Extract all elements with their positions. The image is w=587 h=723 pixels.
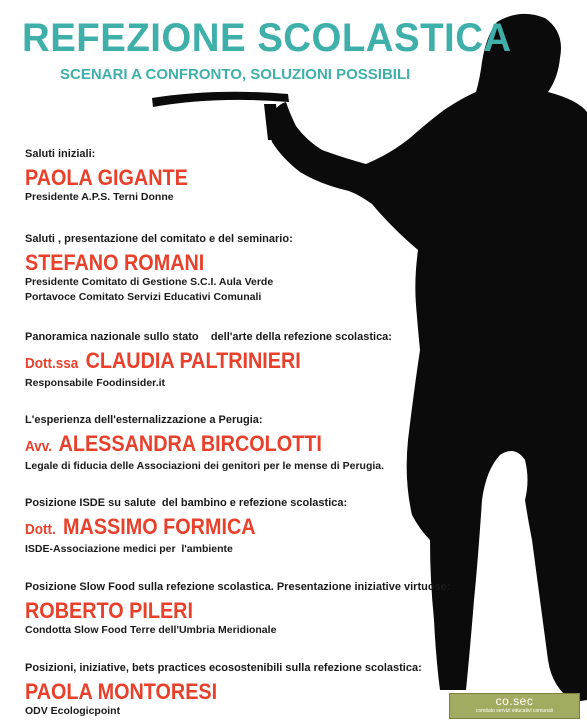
speaker-block <box>25 581 450 638</box>
speaker-block <box>25 331 392 391</box>
speaker-intro: Posizione ISDE su salute del bambino e refezione scolastica: <box>25 497 348 509</box>
speaker-name-text: PAOLA MONTORESI <box>25 679 218 704</box>
speaker-name <box>25 515 315 542</box>
speaker-name <box>25 166 188 190</box>
speaker-name <box>25 599 408 623</box>
page-title: REFEZIONE SCOLASTICA <box>22 16 512 60</box>
page-subtitle: SCENARI A CONFRONTO, SOLUZIONI POSSIBILI <box>60 66 411 83</box>
speaker-prefix: Dott.ssa <box>25 355 79 372</box>
logo-tagline: comitato servizi educativi comunali <box>476 708 553 714</box>
speaker-role: ODV Ecologicpoint <box>25 705 121 717</box>
speaker-role: Presidente A.P.S. Terni Donne <box>25 191 174 203</box>
speaker-intro: Panoramica nazionale sullo stato dell'arte della refezione scolastica: <box>25 331 392 343</box>
speaker-name-text: STEFANO ROMANI <box>25 250 205 275</box>
speaker-role: Presidente Comitato di Gestione S.C.I. Aula Verde <box>25 276 274 288</box>
speaker-role: ISDE-Associazione medici per l'ambiente <box>25 543 233 555</box>
speaker-prefix: Avv. <box>25 438 53 455</box>
speaker-intro: Posizioni, iniziative, bets practices ecosostenibili sulla refezione scolastica: <box>25 662 422 674</box>
speaker-role: Responsabile Foodinsider.it <box>25 377 166 389</box>
speaker-intro: Saluti iniziali: <box>25 148 96 160</box>
speaker-role: Condotta Slow Food Terre dell'Umbria Meridionale <box>25 624 277 636</box>
speaker-name-text: CLAUDIA PALTRINIERI <box>85 348 301 373</box>
speaker-prefix: Dott. <box>25 521 56 538</box>
speaker-name <box>25 680 382 704</box>
speaker-name-text: PAOLA GIGANTE <box>25 165 188 190</box>
speaker-name-text: MASSIMO FORMICA <box>63 514 256 539</box>
speaker-name-text: ALESSANDRA BIRCOLOTTI <box>58 431 322 456</box>
logo-name: co.sec <box>495 694 534 708</box>
speaker-intro: Posizione Slow Food sulla refezione scolastica. Presentazione iniziative virtuose: <box>25 581 451 593</box>
speaker-block <box>25 497 347 557</box>
serving-tray-icon <box>152 92 289 140</box>
speaker-block <box>25 414 384 474</box>
speaker-block <box>25 662 422 719</box>
speaker-intro: Saluti , presentazione del comitato e del seminario: <box>25 233 293 245</box>
speaker-name <box>25 251 266 275</box>
speaker-name <box>25 349 355 376</box>
speaker-name <box>25 432 348 459</box>
speaker-role: Legale di fiducia delle Associazioni dei genitori per le mense di Perugia. <box>25 460 385 472</box>
speaker-intro: L'esperienza dell'esternalizzazione a Perugia: <box>25 414 263 426</box>
speaker-block <box>25 233 293 305</box>
speaker-block <box>25 148 206 205</box>
speaker-role: Portavoce Comitato Servizi Educativi Comunali <box>25 291 262 303</box>
cosec-logo <box>449 693 580 719</box>
speaker-name-text: ROBERTO PILERI <box>25 598 193 623</box>
